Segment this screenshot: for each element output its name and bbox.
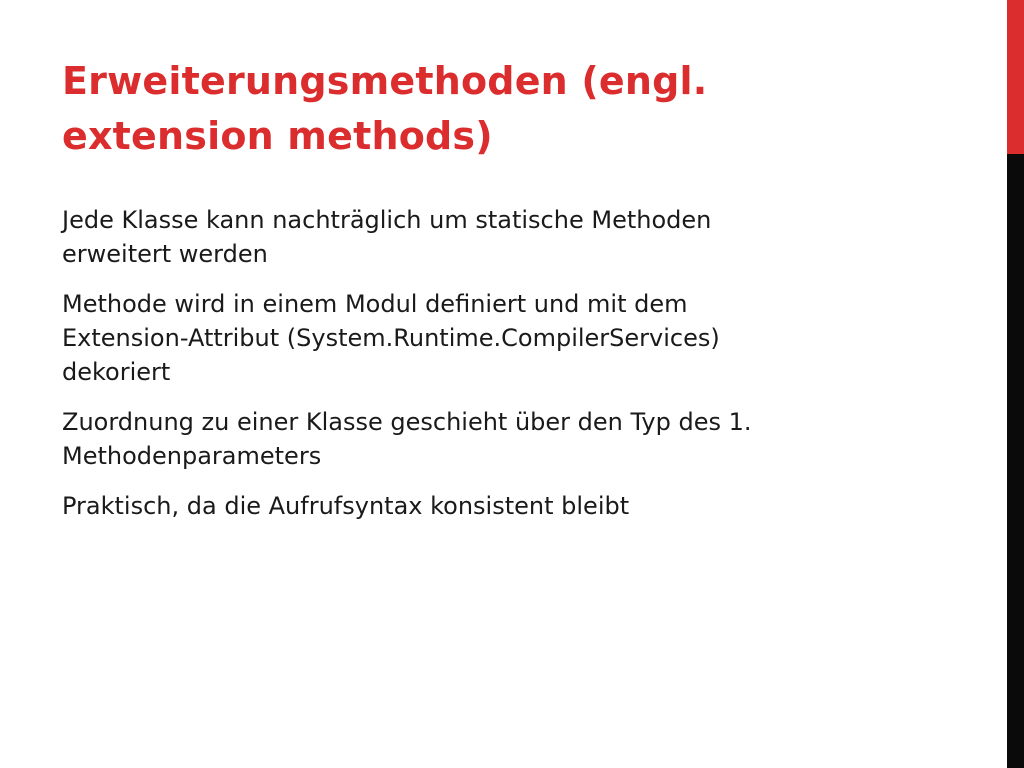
accent-bar-red (1007, 0, 1024, 154)
accent-bar-black (1007, 154, 1024, 768)
slide-title-line-1: Erweiterungsmethoden (engl. (62, 59, 708, 103)
bullet-item-4-line-1: Praktisch, da die Aufrufsyntax konsistent bleibt (62, 492, 630, 520)
bullet-list (62, 203, 942, 539)
slide-title-line-2: extension methods) (62, 114, 493, 158)
bullet-item-3-line-1: Zuordnung zu einer Klasse geschieht über den Typ des 1. (62, 408, 752, 436)
slide-title (62, 54, 962, 164)
bullet-item-2 (62, 287, 942, 389)
bullet-item-2-line-2: Extension-Attribut (System.Runtime.CompilerServices) (62, 324, 720, 352)
bullet-item-2-line-3: dekoriert (62, 358, 171, 386)
bullet-item-3-line-2: Methodenparameters (62, 442, 322, 470)
bullet-item-2-line-1: Methode wird in einem Modul definiert und mit dem (62, 290, 688, 318)
bullet-item-4 (62, 489, 942, 523)
bullet-item-3 (62, 405, 942, 473)
bullet-item-1-line-2: erweitert werden (62, 240, 268, 268)
bullet-item-1-line-1: Jede Klasse kann nachträglich um statische Methoden (62, 206, 712, 234)
bullet-item-1 (62, 203, 942, 271)
